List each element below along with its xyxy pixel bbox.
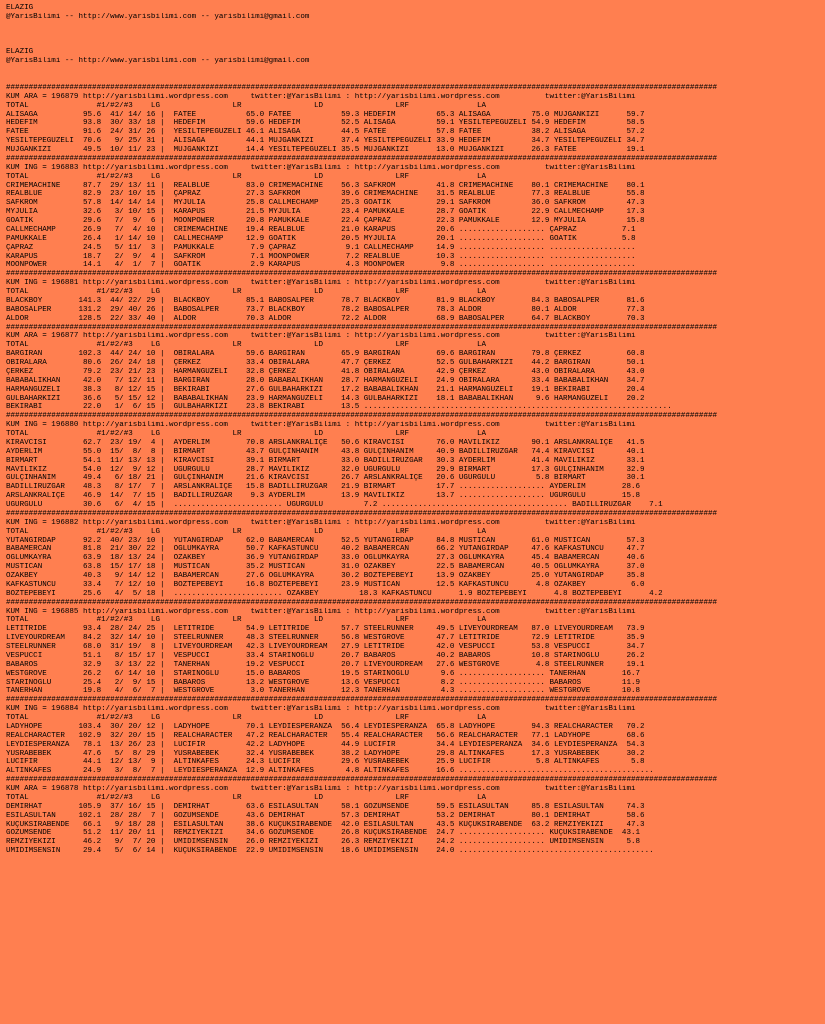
horse-row: AYDERLIM 55.0 15/ 8/ 8 | BIRMART 43.7 GÜLÇINHANIM 43.8 GÜLÇINHANIM 40.9 BADILLIRÜZGAR 74.4 KIRAVCISI 40.1 (6, 447, 645, 456)
horse-row: KIRAVCISI 62.7 23/ 19/ 4 | AYDERLIM 70.8 ARSLANKRALIÇE 50.6 KIRAVCISI 76.0 MAVILIKIZ 90.1 ARSLANKRALIÇE 41.5 (6, 438, 645, 447)
race-header-line: KUM ARA = 196877 http://yarisbilimi.wordpress.com twitter:@YarisBilimi : http://yarisbilimi.wordpress.com twitter:@YarisBilimi (6, 332, 636, 341)
horse-row: UGURGÜLÜ 30.6 6/ 4/ 15 | ........................ UGURGÜLÜ 7.2 ......................................... BADILLIRÜZGAR 7.1 (6, 501, 663, 509)
horse-row: KARAPUS 18.7 2/ 9/ 4 | SAFKROM 7.1 MOONPOWER 7.2 REALBLUE 10.3 ................... ................... (6, 252, 636, 261)
horse-row: BEKIRABI 22.0 1/ 6/ 15 | GÜLBAHARKIZI 23.8 BEKIRABI 13.5 .................................................................... (6, 403, 672, 412)
title-line: @YarisBilimi -- http://www.yarisbilimi.com -- yarisbilimi@gmail.com (6, 57, 310, 66)
horse-row: KAFKASTUNCU 33.4 7/ 12/ 10 | BOZTEPEBEYI 16.8 BOZTEPEBEYI 23.9 MUSTICAN 12.5 KAFKASTUNCU 4.8 ÖZAKBEY 6.0 (6, 580, 645, 589)
horse-row: MÜJGANKIZI 49.5 10/ 11/ 23 | MÜJGANKIZI 14.4 YESILTEPEGÜZELI 35.5 MÜJGANKIZI 13.0 MÜJGANKIZI 26.3 FATEE 19.1 (6, 146, 645, 154)
race-header-line: KUM ING = 196883 http://yarisbilimi.wordpress.com twitter:@YarisBilimi : http://yarisbilimi.wordpress.com twitter:@YarisBilimi (6, 163, 636, 172)
blank-line (6, 75, 825, 84)
horse-row: YÜSRABEBEK 47.6 5/ 8/ 29 | YÜSRABEBEK 32.4 YÜSRABEBEK 38.2 LADYHOPE 29.8 ALTINKAFES 17.3 YÜSRABEBEK 30.2 (6, 749, 645, 758)
horse-row: WESTGROVE 26.2 6/ 14/ 10 | STARINOGLU 15.0 BABAROS 19.5 STARINOGLU 9.6 ................... TANERHAN 16.7 (6, 669, 641, 678)
horse-row: LETITRIDE 93.4 28/ 24/ 25 | LETITRIDE 54.9 LETITRIDE 57.7 STEELRUNNER 49.5 LIVEYOURDREAM 87.0 LIVEYOURDREAM 73.9 (6, 625, 645, 634)
horse-row: MOONPOWER 14.1 4/ 1/ 7 | GOATIK 2.9 KARAPUS 4.3 MOONPOWER 9.8 ................... ................... (6, 261, 636, 270)
horse-row: LADYHOPE 103.4 30/ 20/ 12 | LADYHOPE 70.1 LEYDIESPERANZA 56.4 LEYDIESPERANZA 65.8 LADYHOPE 94.3 REALCHARACTER 70.2 (6, 722, 645, 731)
horse-row: SAFKROM 57.8 14/ 14/ 14 | MYJULIA 25.8 CALLMECHAMP 25.3 GOATIK 29.1 SAFKROM 36.0 SAFKROM 47.3 (6, 199, 645, 208)
horse-row: STEELRUNNER 68.0 31/ 19/ 8 | LIVEYOURDREAM 42.3 LIVEYOURDREAM 27.9 LETITRIDE 42.0 VESPUCCI 53.8 VESPUCCI 34.7 (6, 643, 645, 651)
race-header-line: KUM ING = 196882 http://yarisbilimi.wordpress.com twitter:@YarisBilimi : http://yarisbilimi.wordpress.com twitter:@YarisBilimi (6, 518, 636, 527)
horse-row: YUTANGIRDAP 92.2 40/ 23/ 10 | YUTANGIRDAP 62.0 BABAMERCAN 52.5 YUTANGIRDAP 84.8 MUSTICAN 61.0 MUSTICAN 57.3 (6, 536, 645, 545)
horse-row: BARGIRAN 102.3 44/ 24/ 10 | OBIRALARA 59.6 BARGIRAN 65.9 BARGIRAN 69.6 BARGIRAN 79.8 ÇERKEZ 60.8 (6, 350, 645, 359)
column-header-line: TOTAL #1/#2/#3 LG LR LD LRF LA (6, 172, 487, 181)
horse-row: BIRMART 54.1 11/ 13/ 13 | KIRAVCISI 39.1 BIRMART 33.0 BADILLIRÜZGAR 30.3 AYDERLIM 41.4 MAVILIKIZ 33.1 (6, 456, 645, 465)
separator-line: ############################################################################################################################################################# (6, 323, 718, 332)
horse-row: ALTINKAFES 24.9 3/ 8/ 7 | LEYDIESPERANZA 12.9 ALTINKAFES 4.8 ALTINKAFES 16.6 ........................................... (6, 767, 654, 776)
title-line: ELAZIG (6, 4, 34, 12)
horse-row: BADILLIRÜZGAR 48.3 8/ 17/ 7 | ARSLANKRALIÇE 15.8 BADILLIRÜZGAR 21.9 BIRMART 17.7 ................... AYDERLIM 28.6 (6, 483, 641, 492)
horse-row: GÜLBAHARKIZI 36.6 5/ 15/ 12 | BABABALIKHAN 23.9 HARMANGÜZELI 14.3 GÜLBAHARKIZI 18.1 BABABALIKHAN 9.6 HARMANGÜZELI 20.2 (6, 394, 645, 403)
race-header-line: KUM ING = 196880 http://yarisbilimi.wordpress.com twitter:@YarisBilimi : http://yarisbilimi.wordpress.com twitter:@YarisBilimi (6, 421, 636, 430)
horse-row: LUCIFIR 44.1 12/ 13/ 9 | ALTINKAFES 24.3 LUCIFIR 29.6 YÜSRABEBEK 25.9 LUCIFIR 5.8 ALTINKAFES 5.8 (6, 758, 645, 767)
horse-row: GOATIK 29.6 7/ 9/ 6 | MOONPOWER 20.8 PAMUKKALE 22.4 ÇAPRAZ 22.3 PAMUKKALE 12.9 MYJULIA 15.8 (6, 217, 645, 225)
race-header-line: KUM ING = 196881 http://yarisbilimi.wordpress.com twitter:@YarisBilimi : http://yarisbilimi.wordpress.com twitter:@YarisBilimi (6, 279, 636, 288)
horse-row: LIVEYOURDREAM 84.2 32/ 14/ 10 | STEELRUNNER 48.3 STEELRUNNER 56.8 WESTGROVE 47.7 LETITRIDE 72.9 LETITRIDE 35.9 (6, 634, 645, 643)
blank-line (6, 66, 825, 75)
separator-line: ############################################################################################################################################################# (6, 83, 718, 92)
column-header-line: TOTAL #1/#2/#3 LG LR LD LRF LA (6, 430, 487, 438)
race-header-line: KUM ARA = 196878 http://yarisbilimi.wordpress.com twitter:@YarisBilimi : http://yarisbilimi.wordpress.com twitter:@YarisBilimi (6, 785, 636, 793)
horse-row: STARINOGLU 25.4 2/ 9/ 15 | BABAROS 13.2 WESTGROVE 13.6 VESPUCCI 8.2 ................... BABAROS 11.9 (6, 678, 641, 687)
horse-row: KÜÇÜKSIRABENDE 66.1 9/ 18/ 28 | ESILASULTAN 38.6 KÜÇÜKSIRABENDE 42.0 ESILASULTAN 43.5 KÜÇÜKSIRABENDE 63.2 REMZIYEKIZI 47.3 (6, 820, 645, 829)
horse-row: HEDEFIM 93.8 30/ 33/ 18 | HEDEFIM 59.6 HEDEFIM 52.5 ALISAGA 59.1 YESILTEPEGÜZELI 54.9 HEDEFIM 58.5 (6, 119, 645, 128)
column-header-line: TOTAL #1/#2/#3 LG LR LD LRF LA (6, 616, 487, 625)
horse-row: GÜLÇINHANIM 49.4 6/ 18/ 21 | GÜLÇINHANIM 21.6 KIRAVCISI 26.7 ARSLANKRALIÇE 20.6 UGURGÜLÜ 5.8 BIRMART 30.1 (6, 474, 645, 483)
horse-row: CALLMECHAMP 26.9 7/ 4/ 10 | CRIMEMACHINE 19.4 REALBLUE 21.0 KARAPUS 20.6 ................... ÇAPRAZ 7.1 (6, 225, 636, 234)
horse-row: BOZTEPEBEYI 25.6 4/ 5/ 18 | ........................ ÖZAKBEY 18.3 KAFKASTUNCU 1.9 BOZTEPEBEYI 4.8 BOZTEPEBEYI 4.2 (6, 589, 663, 598)
horse-row: MAVILIKIZ 54.0 12/ 9/ 12 | UGURGÜLÜ 28.7 MAVILIKIZ 32.0 UGURGÜLÜ 29.9 BIRMART 17.3 GÜLÇINHANIM 32.9 (6, 465, 645, 474)
column-header-line: TOTAL #1/#2/#3 LG LR LD LRF LA (6, 714, 487, 722)
horse-row: BABAMERCAN 81.8 21/ 30/ 22 | OGLUMKAYRA 50.7 KAFKASTUNCU 40.2 BABAMERCAN 66.2 YUTANGIRDAP 47.6 KAFKASTUNCU 47.7 (6, 545, 645, 554)
race-header-line: KUM ARA = 196879 http://yarisbilimi.wordpress.com twitter:@YarisBilimi : http://yarisbilimi.wordpress.com twitter:@YarisBilimi (6, 92, 636, 101)
horse-row: GÖZÜMSENDE 51.2 11/ 20/ 11 | REMZIYEKIZI 34.6 GÖZÜMSENDE 26.8 KÜÇÜKSIRABENDE 24.7 ................... KÜÇÜKSIRABENDE 43.1 (6, 829, 641, 838)
horse-row: PAMUKKALE 26.4 1/ 14/ 10 | CALLMECHAMP 12.9 GOATIK 20.5 MYJULIA 20.1 ................... GOATIK 5.8 (6, 234, 636, 243)
horse-row: ESILASULTAN 102.1 28/ 28/ 7 | GÖZÜMSENDE 43.6 DEMIRHAT 57.3 DEMIRHAT 53.2 DEMIRHAT 80.1 DEMIRHAT 58.6 (6, 811, 645, 820)
blank-line (6, 31, 825, 40)
column-header-line: TOTAL #1/#2/#3 LG LR LD LRF LA (6, 288, 487, 296)
horse-row: ÇAPRAZ 24.5 5/ 11/ 3 | PAMUKKALE 7.9 ÇAPRAZ 9.1 CALLMECHAMP 14.9 ................... ................... (6, 243, 636, 252)
horse-row: ÖZAKBEY 40.3 9/ 14/ 12 | BABAMERCAN 27.6 OGLUMKAYRA 30.2 BOZTEPEBEYI 13.9 ÖZAKBEY 25.0 YUTANGIRDAP 35.8 (6, 572, 645, 580)
horse-row: BABOSALPER 131.2 29/ 40/ 26 | BABOSALPER 73.7 BLACKBOY 78.2 BABOSALPER 78.3 ALDOR 80.1 ALDOR 77.3 (6, 305, 645, 314)
horse-row: ALDOR 128.5 22/ 33/ 40 | ALDOR 70.3 ALDOR 72.2 ALDOR 68.9 BABOSALPER 64.7 BLACKBOY 70.3 (6, 314, 645, 323)
race-header-line: KUM ING = 196885 http://yarisbilimi.wordpress.com twitter:@YarisBilimi : http://yarisbilimi.wordpress.com twitter:@YarisBilimi (6, 607, 636, 616)
horse-row: FATEE 91.6 24/ 31/ 26 | YESILTEPEGÜZELI 46.1 ALISAGA 44.5 FATEE 57.8 FATEE 38.2 ALISAGA 57.2 (6, 128, 645, 137)
separator-line: ############################################################################################################################################################# (6, 412, 718, 421)
horse-row: MUSTICAN 63.8 15/ 17/ 18 | MUSTICAN 35.2 MUSTICAN 31.0 ÖZAKBEY 22.5 BABAMERCAN 40.5 OGLUMKAYRA 37.0 (6, 563, 645, 572)
column-header-line: TOTAL #1/#2/#3 LG LR LD LRF LA (6, 101, 487, 110)
column-header-line: TOTAL #1/#2/#3 LG LR LD LRF LA (6, 527, 487, 536)
horse-row: OBIRALARA 80.6 26/ 24/ 18 | ÇERKEZ 33.4 OBIRALARA 47.7 ÇERKEZ 52.5 GÜLBAHARKIZI 44.2 BARGIRAN 50.1 (6, 359, 645, 367)
horse-row: BLACKBOY 141.3 44/ 22/ 29 | BLACKBOY 85.1 BABOSALPER 78.7 BLACKBOY 81.9 BLACKBOY 84.3 BABOSALPER 81.6 (6, 296, 645, 305)
title-line: @YarisBilimi -- http://www.yarisbilimi.com -- yarisbilimi@gmail.com (6, 12, 310, 21)
horse-row: HARMANGÜZELI 38.3 8/ 12/ 15 | BEKIRABI 27.6 GÜLBAHARKIZI 17.2 BABABALIKHAN 21.1 HARMANGÜZELI 19.1 BEKIRABI 20.4 (6, 385, 645, 394)
separator-line: ############################################################################################################################################################# (6, 776, 718, 785)
horse-row: ÇERKEZ 79.2 23/ 21/ 23 | HARMANGÜZELI 32.8 ÇERKEZ 41.8 OBIRALARA 42.9 ÇERKEZ 43.0 OBIRALARA 43.0 (6, 367, 645, 376)
horse-row: REMZIYEKIZI 46.2 9/ 7/ 20 | ÜMIDIMSENSIN 26.0 REMZIYEKIZI 26.3 REMZIYEKIZI 24.2 ................... ÜMIDIMSENSIN 5.8 (6, 838, 641, 847)
horse-row: YESILTEPEGÜZELI 70.6 9/ 25/ 31 | ALISAGA 44.1 MÜJGANKIZI 37.4 YESILTEPEGÜZELI 33.9 HEDEFIM 34.7 YESILTEPEGÜZELI 34.7 (6, 137, 645, 146)
race-header-line: KUM ING = 196884 http://yarisbilimi.wordpress.com twitter:@YarisBilimi : http://yarisbilimi.wordpress.com twitter:@YarisBilimi (6, 705, 636, 714)
horse-row: REALBLUE 82.9 23/ 10/ 15 | ÇAPRAZ 27.3 SAFKROM 39.6 CRIMEMACHINE 31.5 REALBLUE 77.3 REALBLUE 55.8 (6, 190, 645, 199)
horse-row: ALISAGA 95.6 41/ 14/ 16 | FATEE 65.0 FATEE 59.3 HEDEFIM 65.3 ALISAGA 75.0 MÜJGANKIZI 59.7 (6, 110, 645, 119)
horse-row: BABABALIKHAN 42.0 7/ 12/ 11 | BARGIRAN 28.0 BABABALIKHAN 28.7 HARMANGÜZELI 24.9 OBIRALARA 33.4 BABABALIKHAN 34.7 (6, 376, 645, 385)
separator-line: ############################################################################################################################################################# (6, 154, 718, 163)
horse-row: TANERHAN 19.8 4/ 6/ 7 | WESTGROVE 3.0 TANERHAN 12.3 TANERHAN 4.3 ................... WESTGROVE 10.8 (6, 687, 641, 696)
separator-line: ############################################################################################################################################################# (6, 270, 718, 279)
separator-line: ############################################################################################################################################################# (6, 598, 718, 607)
horse-row: REALCHARACTER 102.9 32/ 20/ 15 | REALCHARACTER 47.2 REALCHARACTER 55.4 REALCHARACTER 56.6 REALCHARACTER 77.1 LADYHOPE 68.6 (6, 731, 645, 740)
horse-row: ARSLANKRALIÇE 46.9 14/ 7/ 15 | BADILLIRÜZGAR 9.3 AYDERLIM 13.9 MAVILIKIZ 13.7 ................... UGURGÜLÜ 15.8 (6, 492, 641, 501)
horse-row: LEYDIESPERANZA 78.1 13/ 26/ 23 | LUCIFIR 42.2 LADYHOPE 44.9 LUCIFIR 34.4 LEYDIESPERANZA 34.6 LEYDIESPERANZA 54.3 (6, 740, 645, 749)
horse-row: DEMIRHAT 105.9 37/ 16/ 15 | DEMIRHAT 63.6 ESILASULTAN 58.1 GÖZÜMSENDE 59.5 ESILASULTAN 85.8 ESILASULTAN 74.3 (6, 802, 645, 811)
horse-row: MYJULIA 32.6 3/ 10/ 15 | KARAPUS 21.5 MYJULIA 23.4 PAMUKKALE 28.7 GOATIK 22.9 CALLMECHAMP 17.3 (6, 208, 645, 217)
horse-row: OGLUMKAYRA 63.9 18/ 13/ 24 | ÖZAKBEY 36.9 YUTANGIRDAP 33.0 OGLUMKAYRA 27.3 OGLUMKAYRA 45.4 BABAMERCAN 40.6 (6, 554, 645, 563)
blank-line (6, 40, 825, 49)
blank-line (6, 22, 825, 31)
horse-row: CRIMEMACHINE 87.7 29/ 13/ 11 | REALBLUE 83.0 CRIMEMACHINE 56.3 SAFKROM 41.8 CRIMEMACHINE 80.1 CRIMEMACHINE 80.1 (6, 181, 645, 190)
column-header-line: TOTAL #1/#2/#3 LG LR LD LRF LA (6, 341, 487, 350)
horse-row: BABAROS 32.9 3/ 13/ 22 | TANERHAN 19.2 VESPUCCI 20.7 LIVEYOURDREAM 27.6 WESTGROVE 4.8 STEELRUNNER 19.1 (6, 660, 645, 669)
horse-row: ÜMIDIMSENSIN 29.4 5/ 6/ 14 | KÜÇÜKSIRABENDE 22.9 ÜMIDIMSENSIN 18.6 ÜMIDIMSENSIN 24.0 ........................................... (6, 847, 654, 856)
separator-line: ############################################################################################################################################################# (6, 509, 718, 518)
column-header-line: TOTAL #1/#2/#3 LG LR LD LRF LA (6, 793, 487, 802)
horse-row: VESPUCCI 51.1 8/ 15/ 17 | VESPUCCI 33.4 STARINOGLU 20.7 BABAROS 40.2 BABAROS 10.8 STARINOGLU 26.2 (6, 651, 645, 660)
title-line: ELAZIG (6, 48, 34, 57)
separator-line: ############################################################################################################################################################# (6, 696, 718, 705)
